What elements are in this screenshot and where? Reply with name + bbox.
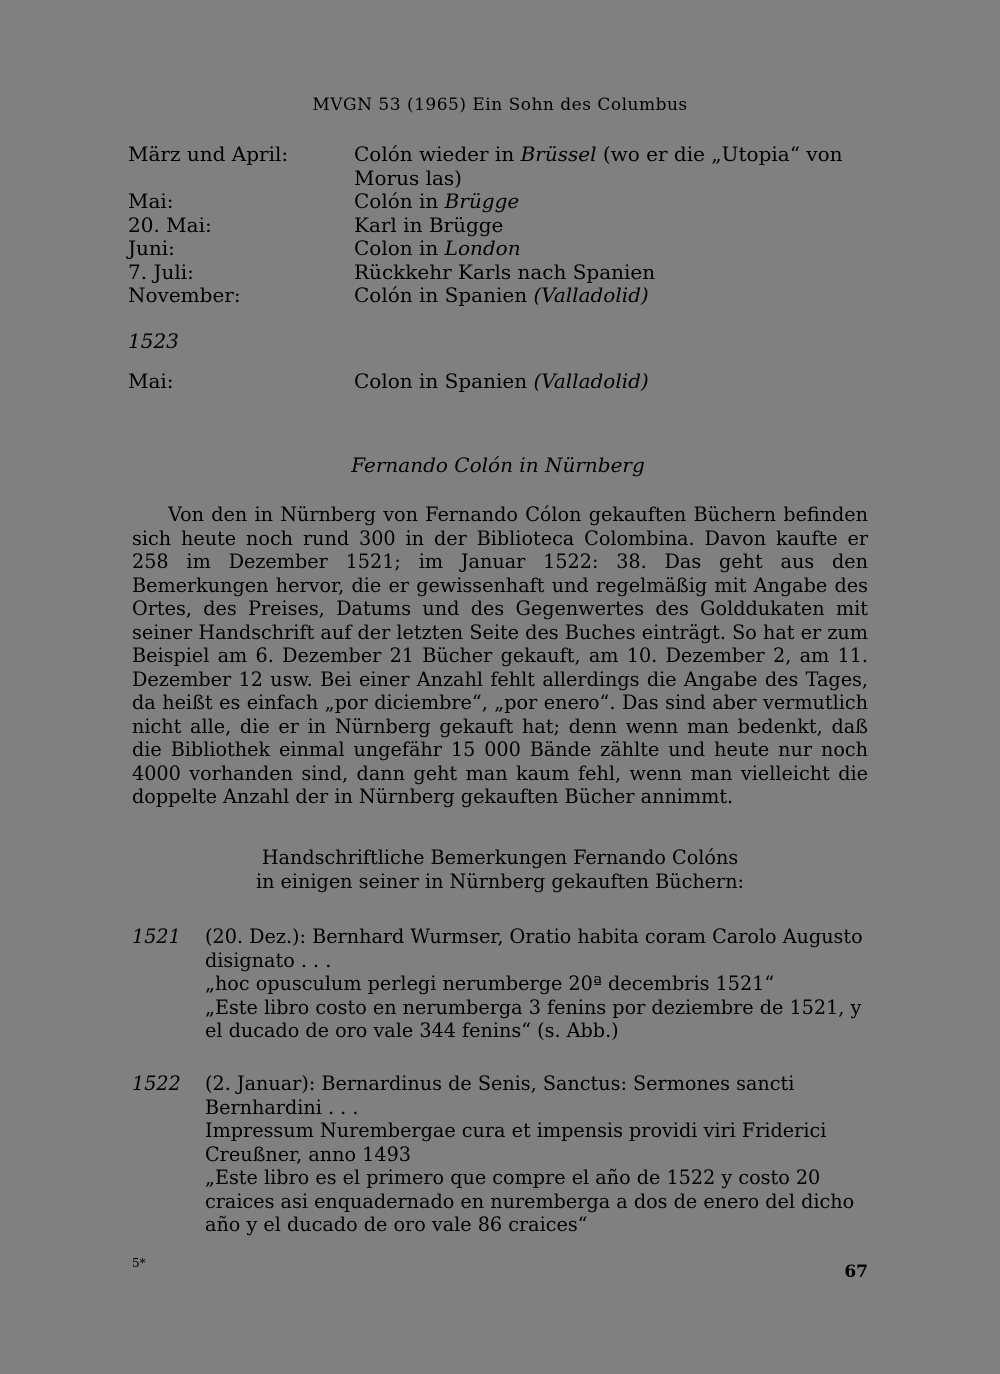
- page-number: 67: [844, 1262, 868, 1282]
- chronology-event: [354, 237, 868, 261]
- chronology-date: 20. Mai:: [128, 212, 212, 237]
- event-text: (Valladolid): [533, 283, 649, 307]
- entry-1521: [132, 925, 868, 1043]
- chronology-date: Mai:: [128, 189, 174, 213]
- chronology-event: [354, 284, 868, 308]
- entry-line: (20. Dez.): Bernhard Wurmser, Oratio habita coram Carolo Augusto disignato . . .: [205, 925, 863, 972]
- event-text: London: [444, 236, 521, 260]
- chronology-date: November:: [128, 283, 241, 307]
- event-text: Colon in Spanien: [354, 369, 534, 393]
- chronology-date: Juni:: [128, 236, 175, 260]
- chronology-event: [354, 190, 868, 214]
- chronology-event: [354, 214, 868, 238]
- chronology-row: [128, 237, 868, 261]
- subheading-line-2: in einigen seiner in Nürnberg gekauften Büchern:: [255, 869, 745, 893]
- entry-line: „hoc opusculum perlegi nerumberge 20ª decembris 1521“: [205, 972, 775, 995]
- subheading-line-1: Handschriftliche Bemerkungen Fernando Colóns: [261, 846, 739, 869]
- chronology-row: [128, 143, 868, 190]
- chronology-event: [354, 143, 868, 190]
- signature-mark: 5*: [132, 1256, 146, 1270]
- entry-line: „Este libro costo en nerumberga 3 fenins por deziembre de 1521, y el ducado de oro vale 344 fenins“ (s. Abb.): [205, 995, 862, 1042]
- event-text: Brüssel: [520, 142, 597, 166]
- event-text: Colon in: [354, 236, 445, 260]
- event-text: Rückkehr Karls nach Spanien: [354, 259, 656, 284]
- chronology-row: [128, 261, 868, 285]
- entry-year: 1522: [132, 1072, 181, 1095]
- event-text: Colón wieder in: [354, 142, 521, 166]
- section-title: Fernando Colón in Nürnberg: [351, 453, 645, 477]
- body-paragraph: Von den in Nürnberg von Fernando Cólon gekauften Büchern befinden sich heute noch rund 300 in der Biblioteca Colombina. Davon kaufte er 258 im Dezember 1521; im Januar 1522: 38. Das geht aus den Bemerkungen hervor, die er gewissenhaft und regelmäßig mit Angabe des Ortes, des Preises, Datums und des Gegenwertes des Golddukaten mit seiner Handschrift auf der letzten Seite des Buches einträgt. So hat er zum Beispiel am 6. Dezember 21 Bücher gekauft, am 10. Dezember 2, am 11. Dezember 12 usw. Bei einer Anzahl fehlt allerdings die Angabe des Tages, da heißt es einfach „por diciembre“, „por enero“. Das sind aber vermutlich nicht alle, die er in Nürnberg gekauft hat; denn wenn man bedenkt, daß die Bibliothek einmal ungefähr 15 000 Bände zählte und heute nur noch 4000 vorhanden sind, dann geht man kaum fehl, wenn man vielleicht die doppelte Anzahl der in Nürnberg gekauften Bücher annimmt.: [132, 503, 868, 808]
- event-text: (Valladolid): [533, 369, 649, 393]
- chronology-event: [354, 261, 868, 285]
- chronology-1523: [128, 370, 868, 394]
- chronology-row: [128, 370, 868, 394]
- event-text: Colón in: [354, 189, 445, 213]
- event-text: (wo er die „Utopia“ von Morus las): [354, 142, 843, 190]
- chronology-event: [354, 370, 868, 394]
- chronology-row: [128, 190, 868, 214]
- chronology-row: [128, 214, 868, 238]
- chronology-row: [128, 284, 868, 308]
- year-heading-1523: 1523: [128, 329, 179, 353]
- event-text: Colón in Spanien: [354, 283, 534, 307]
- event-text: Brügge: [444, 189, 520, 213]
- subheading: [0, 846, 1000, 893]
- entry-year: 1521: [132, 925, 181, 948]
- entry-line: „Este libro es el primero que compre el año de 1522 y costo 20 craices asi enquadernado en nuremberga a dos de enero del dicho año y el ducado de oro vale 86 craices“: [205, 1166, 855, 1236]
- chronology-date: Mai:: [128, 369, 174, 393]
- running-header: MVGN 53 (1965) Ein Sohn des Columbus: [312, 95, 688, 115]
- chronology-date: März und April:: [128, 142, 289, 166]
- chronology-date: 7. Juli:: [128, 259, 194, 284]
- event-text: Karl in Brügge: [354, 212, 504, 237]
- entry-line: (2. Januar): Bernardinus de Senis, Sanctus: Sermones sancti Bernhardini . . .: [205, 1072, 795, 1119]
- entry-line: Impressum Nurembergae cura et impensis providi viri Friderici Creußner, anno 1493: [205, 1119, 827, 1166]
- chronology-1522: [128, 143, 868, 308]
- entry-1522: [132, 1072, 868, 1237]
